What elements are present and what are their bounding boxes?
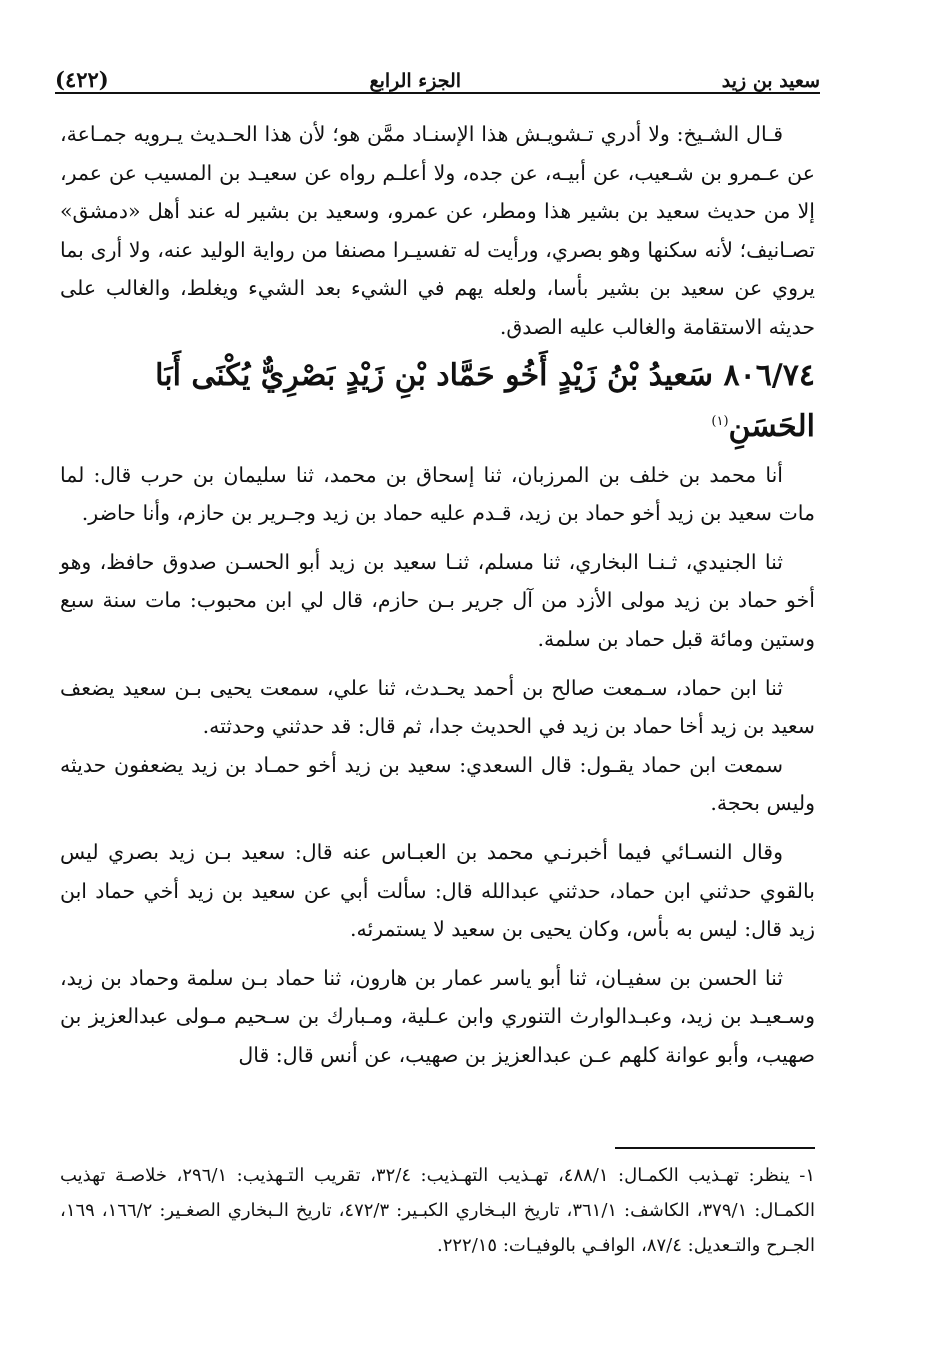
paragraph: قـال الشـيخ: ولا أدري تـشويـش هذا الإسنـاد ممَّن هو؛ لأن هذا الحـديث يـرويه جمـاعة، عن عـمرو بن شـعيب، عن أبيـه، عن جده، ولا أعلـم رواه عن سعيـد بن المسيب عن عمر، إلا من حديث سعيد بن بشير هذا ومطر، عن عمرو، وسعيد بن بشير له عند أهل «دمشق» تصـانيف؛ لأنه سكنها وهو بصري، ورأيت له تفسيـرا مصنفا من رواية الوليد عنه، ولا أرى بما يروي عن سعيد بن بشير بأسا، ولعله يهم في الشيء بعد الشيء ويغلط، والغالب على حديثه الاستقامة والغالب عليه الصدق. (60, 122, 815, 339)
footnote-rule (615, 1147, 815, 1149)
paragraph: ثنا الجنيدي، ثـنـا البخاري، ثنا مسلم، ثنـا سعيد بن زيد أبو الحسـن صدوق حافظ، وهو أخو حماد بن زيد مولى الأزد من آل جرير بـن حازم، قال لي ابن محبوب: مات سنة سبع وستين ومائة قبل حماد بن سلمة. (60, 549, 815, 651)
header-rule (55, 92, 820, 94)
paragraph: أنا محمد بن خلف بن المرزبان، ثنا إسحاق بن محمد، ثنا سليمان بن حرب قال: لما مات سعيد بن زيد أخو حماد بن زيد، قـدم عليه حماد بن زيد وجـرير بن حازم، وأنا حاضر. (60, 462, 815, 526)
footnote (60, 1158, 815, 1263)
footnote-ref: (١) (711, 413, 729, 429)
paragraph: ثنا ابن حماد، سـمعت صالح بن أحمد يحـدث، ثنا علي، سمعت يحيى بـن سعيد يضعف سعيد بن زيد أخا حماد بن زيد في الحديث جدا، ثم قال: قد حدثني وحدثته. (60, 675, 815, 739)
entry-name-header: سعيد بن زيد (721, 70, 820, 92)
page-number: (٤٢٢) (55, 67, 109, 92)
entry-title (60, 353, 815, 450)
main-text (60, 115, 815, 1074)
volume-title: الجزء الرابع (369, 70, 462, 92)
footnote-text: ١- ينظر: تهـذيب الكمـال: ٤٨٨/١، تهـذيب التهـذيب: ٣٢/٤، تقريب التـهذيب: ٢٩٦/١، خلاصـة تهذيب الكمـال: ٣٧٩/١، الكاشف: ٣٦١/١، تاريخ البـخاري الكبـير: ٤٧٢/٣، تاريخ الـبخاري الصغـير: ١٦٦/٢، ١٦٩، الجـرح والتـعديل: ٨٧/٤، الوافـي بالوفيـات: ٢٢٢/١٥. (60, 1165, 816, 1256)
entry-title-text: ٨٠٦/٧٤ سَعيدُ بْنُ زَيْدٍ أَخُو حَمَّاد بْنِ زَيْدٍ بَصْرِيٌّ يُكْنَى أَبَا الحَسَنِ (155, 357, 815, 444)
paragraph: ثنا الحسن بن سفيـان، ثنا أبو ياسر عمار بن هارون، ثنا حماد بـن سلمة وحماد بن زيد، وسـعيـد بن زيد، وعبـدالوارث التنوري وابن عـلية، ومـبارك بن سـحيم مـولى عبدالعزيز بن صهيب، وأبو عوانة كلهم عـن عبدالعزيز بن صهيب، عن أنس قال: قال (60, 965, 815, 1067)
page-header (55, 52, 820, 92)
paragraph: سمعت ابن حماد يقـول: قال السعدي: سعيد بن زيد أخو حمـاد بن زيد يضعفون حديثه وليس بحجة. (60, 752, 815, 816)
paragraph: وقال النسـائي فيما أخبرنـي محمد بن العبـاس عنه قال: سعيد بـن زيد بصري ليس بالقوي حدثني ابن حماد، حدثني عبدالله قال: سألت أبي عن سعيد بن زيد أخي حماد ابن زيد قال: ليس به بأس، وكان يحيى بن سعيد لا يستمرئه. (60, 839, 815, 942)
